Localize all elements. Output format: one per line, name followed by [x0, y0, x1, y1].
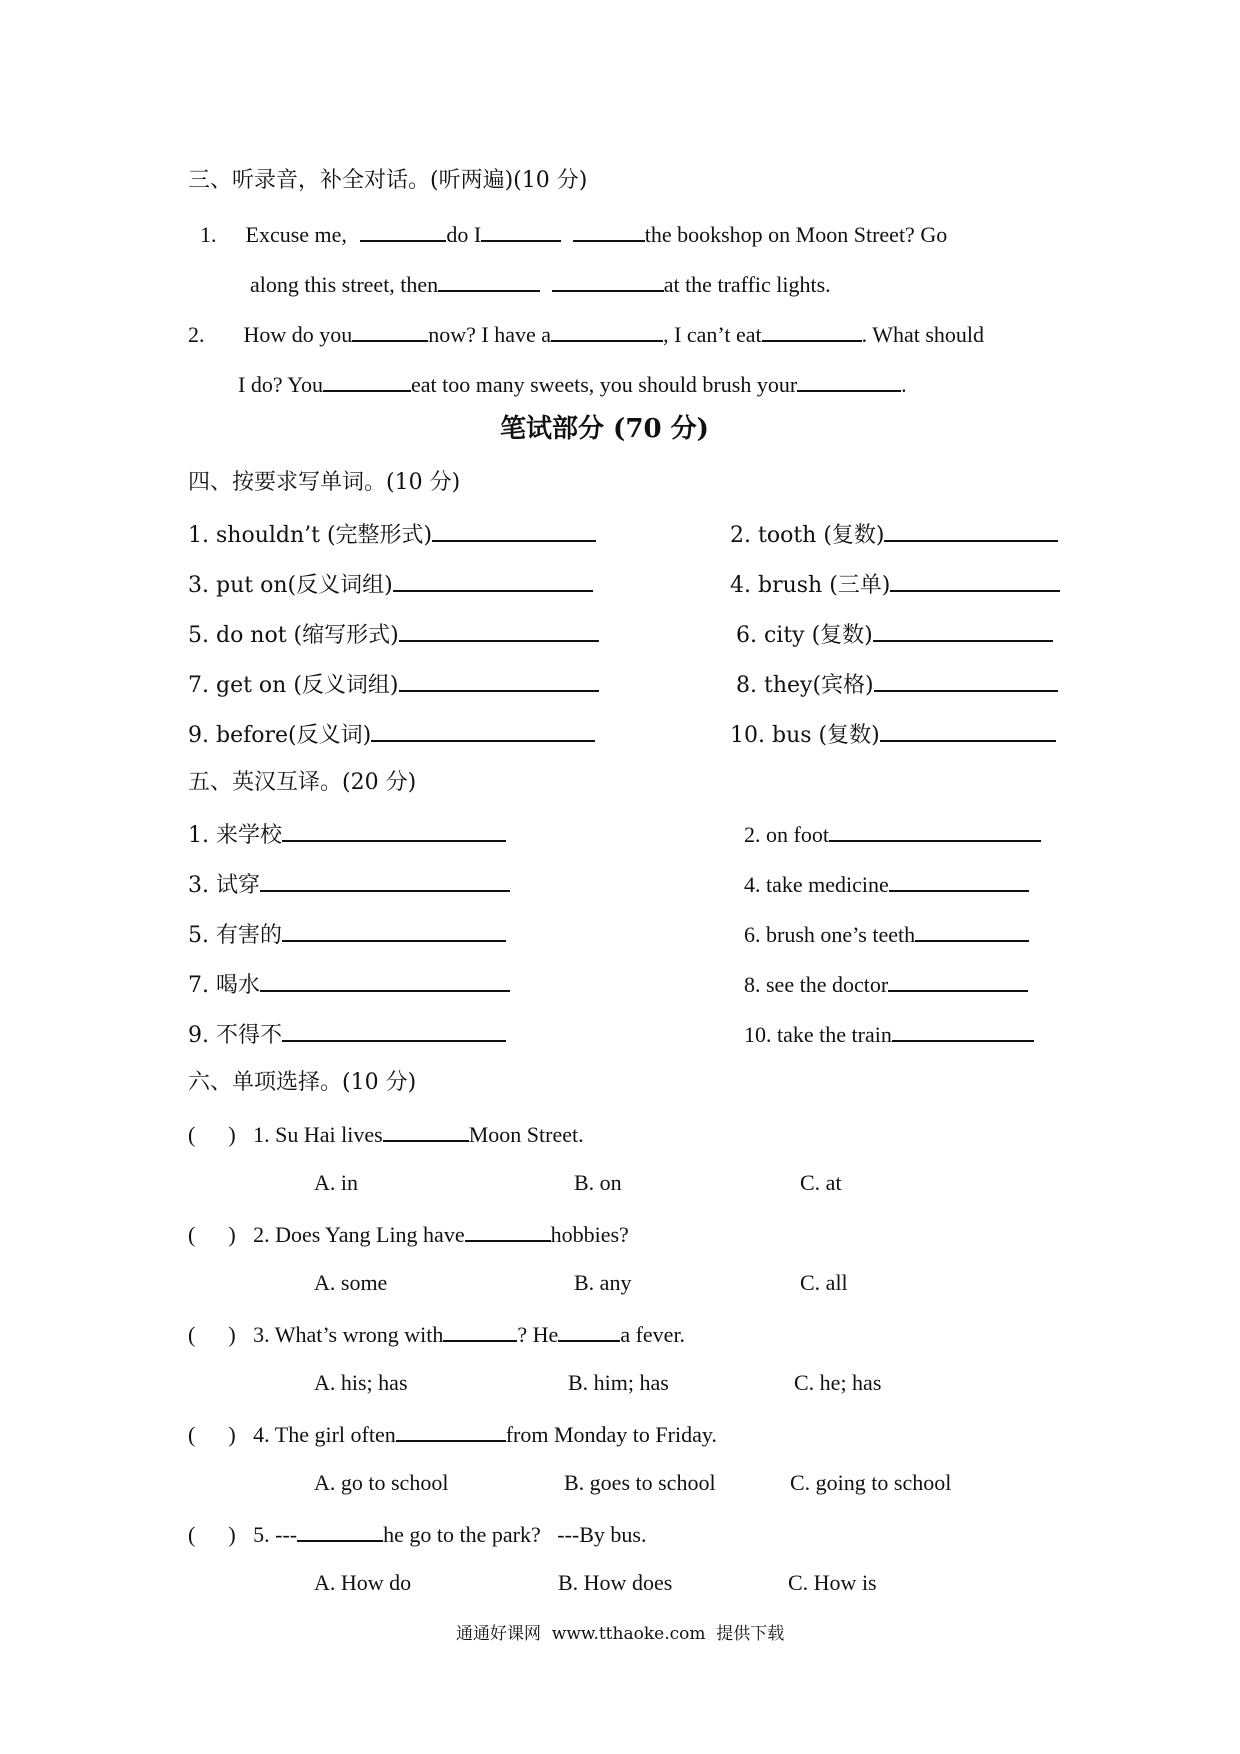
answer-blank[interactable] [393, 572, 593, 592]
item-text: take medicine [766, 872, 889, 897]
question-text: 1. Su Hai lives [253, 1122, 383, 1147]
item-number: 6. [744, 922, 761, 947]
word-item-text: 7. get on (反义词组) [188, 673, 399, 698]
option-a[interactable]: A. in [314, 1170, 358, 1195]
word-item-text: 10. bus (复数) [730, 723, 880, 748]
question-text: Moon Street. [468, 1122, 584, 1147]
q2-text-g: . [901, 372, 907, 397]
answer-blank[interactable] [558, 1322, 620, 1342]
answer-paren[interactable]: ( ) [188, 1422, 236, 1447]
answer-blank[interactable] [573, 222, 645, 242]
answer-blank[interactable] [762, 322, 862, 342]
word-item [736, 672, 1058, 697]
section-5-heading: 五、英汉互译。(20 分) [188, 770, 417, 795]
item-text: 喝水 [216, 973, 261, 998]
listening-q1-line2 [250, 272, 831, 296]
item-text: 不得不 [216, 1023, 283, 1048]
q2-text-c: , I can’t eat [663, 322, 762, 347]
word-item-text: 2. tooth (复数) [730, 523, 885, 548]
q1-text-e: at the traffic lights. [663, 272, 831, 297]
item-text: 有害的 [216, 923, 283, 948]
answer-paren[interactable]: ( ) [188, 1322, 236, 1347]
answer-blank[interactable] [399, 672, 599, 692]
translation-item [744, 872, 1029, 896]
answer-blank[interactable] [884, 522, 1058, 542]
translation-item [744, 822, 1041, 846]
word-item-text: 6. city (复数) [736, 623, 873, 648]
option-c[interactable]: C. he; has [794, 1370, 882, 1395]
option-a[interactable]: A. his; has [314, 1370, 408, 1395]
word-item-text: 8. they(宾格) [736, 673, 874, 698]
q2-text-b: now? I have a [428, 322, 552, 347]
translation-item [744, 1022, 1034, 1046]
answer-blank[interactable] [797, 372, 901, 392]
item-number: 4. [744, 872, 761, 897]
q2-number: 2. [188, 322, 205, 347]
word-item-text: 3. put on(反义词组) [188, 573, 393, 598]
item-text: take the train [777, 1022, 892, 1047]
question-text: 2. Does Yang Ling have [253, 1222, 465, 1247]
item-number: 2. [744, 822, 761, 847]
answer-blank[interactable] [399, 622, 599, 642]
listening-q2-line1 [188, 322, 984, 346]
option-b[interactable]: B. goes to school [564, 1470, 716, 1495]
answer-blank[interactable] [260, 972, 510, 992]
answer-blank[interactable] [432, 522, 596, 542]
answer-blank[interactable] [829, 822, 1041, 842]
item-text: 来学校 [216, 823, 283, 848]
q1-text-d: along this street, then [250, 272, 439, 297]
q1-text-a: Excuse me, [245, 222, 347, 247]
option-b[interactable]: B. on [574, 1170, 622, 1195]
option-b[interactable]: B. him; has [568, 1370, 669, 1395]
section-3-heading: 三、听录音，补全对话。(听两遍)(10 分) [188, 168, 588, 193]
listening-q1-line1 [200, 222, 947, 246]
answer-blank[interactable] [282, 822, 506, 842]
answer-blank[interactable] [888, 972, 1028, 992]
answer-blank[interactable] [874, 672, 1058, 692]
answer-blank[interactable] [297, 1522, 383, 1542]
translation-item [744, 922, 1029, 946]
item-number: 5. [188, 923, 209, 948]
option-c[interactable]: C. all [800, 1270, 848, 1295]
answer-blank[interactable] [890, 572, 1060, 592]
translation-item [188, 872, 510, 897]
word-item-text: 5. do not (缩写形式) [188, 623, 399, 648]
answer-blank[interactable] [323, 372, 411, 392]
translation-item [188, 972, 510, 997]
q1-text-b: do I [446, 222, 482, 247]
answer-blank[interactable] [260, 872, 510, 892]
choice-question [188, 1122, 584, 1146]
choice-question [188, 1422, 717, 1446]
option-b[interactable]: B. How does [558, 1570, 673, 1595]
q2-text-d: . What should [861, 322, 985, 347]
question-text: hobbies? [550, 1222, 629, 1247]
option-a[interactable]: A. How do [314, 1570, 412, 1595]
option-b[interactable]: B. any [574, 1270, 632, 1295]
listening-q2-line2 [238, 372, 907, 396]
translation-item [744, 972, 1028, 996]
translation-item [188, 1022, 506, 1047]
word-item-text: 9. before(反义词) [188, 723, 372, 748]
word-item [730, 572, 1060, 597]
answer-blank[interactable] [892, 1022, 1034, 1042]
question-text: 3. What’s wrong with [253, 1322, 444, 1347]
answer-blank[interactable] [360, 222, 446, 242]
q2-text-f: eat too many sweets, you should brush your [410, 372, 798, 397]
answer-blank[interactable] [889, 872, 1029, 892]
answer-paren[interactable]: ( ) [188, 1122, 236, 1147]
word-item [188, 522, 596, 547]
question-text: ? He [517, 1322, 559, 1347]
question-text: from Monday to Friday. [505, 1422, 717, 1447]
item-text: 试穿 [216, 873, 261, 898]
q2-text-a: How do you [243, 322, 353, 347]
answer-blank[interactable] [352, 322, 428, 342]
item-number: 8. [744, 972, 761, 997]
footer-credit: 通通好课网 www.tthaoke.com 提供下载 [456, 1624, 785, 1644]
choice-question [188, 1322, 685, 1346]
answer-paren[interactable]: ( ) [188, 1222, 236, 1247]
item-number: 9. [188, 1023, 209, 1048]
choice-question [188, 1522, 646, 1546]
option-c[interactable]: C. How is [788, 1570, 877, 1595]
word-item [188, 722, 595, 747]
option-a[interactable]: A. some [314, 1270, 388, 1295]
answer-blank[interactable] [873, 622, 1053, 642]
word-item [188, 572, 593, 597]
item-text: see the doctor [766, 972, 889, 997]
answer-blank[interactable] [880, 722, 1056, 742]
question-text: 4. The girl often [253, 1422, 396, 1447]
question-text: he go to the park? ---By bus. [383, 1522, 647, 1547]
answer-paren[interactable]: ( ) [188, 1522, 236, 1547]
answer-blank[interactable] [465, 1222, 551, 1242]
q1-text-c: the bookshop on Moon Street? Go [644, 222, 948, 247]
item-number: 3. [188, 873, 209, 898]
answer-blank[interactable] [383, 1122, 469, 1142]
written-part-title: 笔试部分 (70 分) [500, 414, 709, 444]
word-item [730, 522, 1058, 547]
option-a[interactable]: A. go to school [314, 1470, 449, 1495]
item-number: 1. [188, 823, 209, 848]
q2-text-e: I do? You [238, 372, 323, 397]
answer-blank[interactable] [481, 222, 561, 242]
answer-blank[interactable] [282, 922, 506, 942]
word-item-text: 1. shouldn’t (完整形式) [188, 523, 433, 548]
option-c[interactable]: C. at [800, 1170, 842, 1195]
answer-blank[interactable] [396, 1422, 506, 1442]
q1-number: 1. [200, 222, 217, 247]
answer-blank[interactable] [371, 722, 595, 742]
word-item [736, 622, 1053, 647]
question-text: 5. --- [253, 1522, 298, 1547]
answer-blank[interactable] [443, 1322, 517, 1342]
item-number: 10. [744, 1022, 772, 1047]
section-4-heading: 四、按要求写单词。(10 分) [188, 470, 461, 495]
option-c[interactable]: C. going to school [790, 1470, 952, 1495]
item-number: 7. [188, 973, 209, 998]
translation-item [188, 922, 506, 947]
answer-blank[interactable] [551, 322, 663, 342]
question-text: a fever. [620, 1322, 686, 1347]
word-item-text: 4. brush (三单) [730, 573, 891, 598]
word-item [730, 722, 1056, 747]
item-text: on foot [766, 822, 829, 847]
word-item [188, 622, 599, 647]
translation-item [188, 822, 506, 847]
item-text: brush one’s teeth [766, 922, 916, 947]
answer-blank[interactable] [915, 922, 1029, 942]
answer-blank[interactable] [438, 272, 540, 292]
section-6-heading: 六、单项选择。(10 分) [188, 1070, 417, 1095]
answer-blank[interactable] [552, 272, 664, 292]
answer-blank[interactable] [282, 1022, 506, 1042]
choice-question [188, 1222, 629, 1246]
word-item [188, 672, 599, 697]
